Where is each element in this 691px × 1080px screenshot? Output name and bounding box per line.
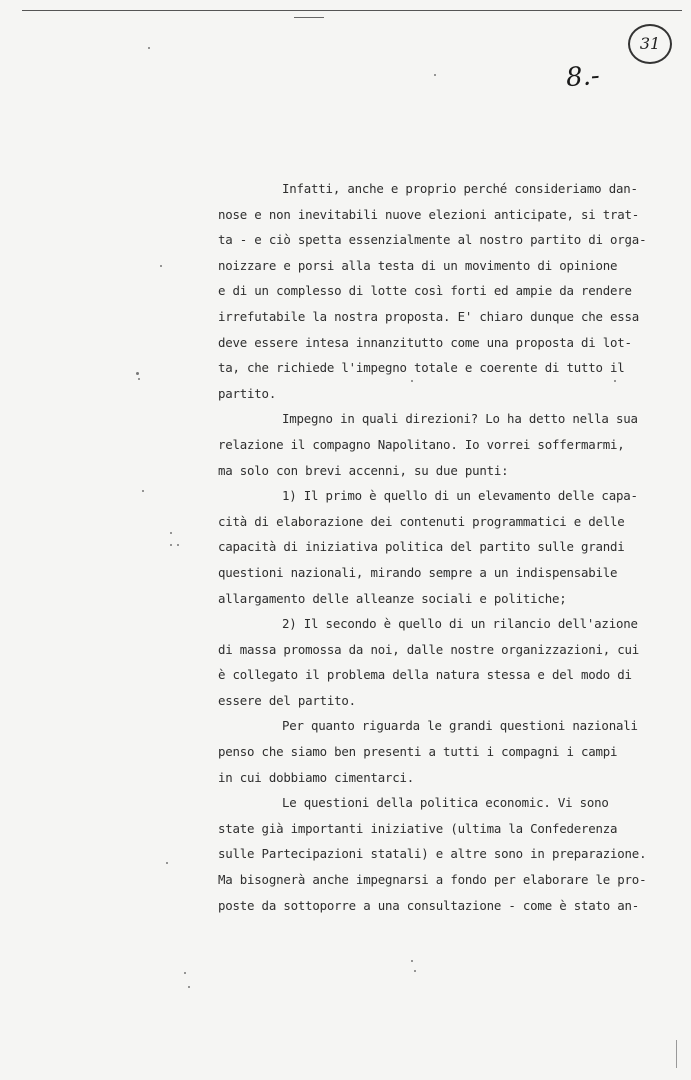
text-line: nose e non inevitabili nuove elezioni anticipate, si trat- xyxy=(218,206,640,222)
scan-speck xyxy=(160,265,162,267)
text-line: Infatti, anche e proprio perché consideriamo dan- xyxy=(282,181,638,196)
scan-speck xyxy=(138,378,140,380)
text-line: relazione il compagno Napolitano. Io vorrei soffermarmi, xyxy=(218,436,625,452)
text-line: allargamento delle alleanze sociali e politiche; xyxy=(218,590,567,606)
text-line: sulle Partecipazioni statali) e altre sono in preparazione. xyxy=(218,846,647,862)
scan-speck xyxy=(166,862,168,864)
top-rule xyxy=(22,10,682,11)
scan-speck xyxy=(184,972,186,974)
scan-speck xyxy=(188,986,190,988)
text-line: 2) Il secondo è quello di un rilancio dell'azione xyxy=(282,616,638,632)
text-line: capacità di iniziativa politica del partito sulle grandi xyxy=(218,539,625,555)
text-line: questioni nazionali, mirando sempre a un indispensabile xyxy=(218,564,618,580)
text-line: di massa promossa da noi, dalle nostre organizzazioni, cui xyxy=(218,641,640,657)
scan-speck xyxy=(411,380,413,382)
scan-speck xyxy=(411,960,413,962)
text-line: noizzare e porsi alla testa di un movimento di opinione xyxy=(218,257,618,273)
typed-text-block xyxy=(218,176,658,918)
text-line: 1) Il primo è quello di un elevamento delle capa- xyxy=(282,488,638,504)
text-line: Impegno in quali direzioni? Lo ha detto nella sua xyxy=(282,411,638,427)
text-line: Per quanto riguarda le grandi questioni nazionali xyxy=(282,718,638,734)
text-line: irrefutabile la nostra proposta. E' chiaro dunque che essa xyxy=(218,308,640,324)
scan-speck xyxy=(177,544,179,546)
text-line: ta - e ciò spetta essenzialmente al nostro partito di orga- xyxy=(218,232,647,248)
text-line: e di un complesso di lotte così forti ed ampie da rendere xyxy=(218,283,632,299)
scan-speck xyxy=(170,532,172,534)
text-line: Ma bisognerà anche impegnarsi a fondo per elaborare le pro- xyxy=(218,872,647,888)
scan-speck xyxy=(614,380,616,382)
text-line: in cui dobbiamo cimentarci. xyxy=(218,769,415,785)
top-dash xyxy=(294,17,324,18)
scan-speck xyxy=(136,372,139,375)
scan-speck xyxy=(170,544,172,546)
text-line: cità di elaborazione dei contenuti programmatici e delle xyxy=(218,513,625,529)
scan-speck xyxy=(414,970,416,972)
archive-stamp: 31 xyxy=(628,24,672,64)
text-line: essere del partito. xyxy=(218,692,356,708)
text-line: Le questioni della politica economic. Vi sono xyxy=(282,795,609,811)
text-line: poste da sottoporre a una consultazione - come è stato an- xyxy=(218,897,640,913)
scan-speck xyxy=(434,74,436,76)
scan-speck xyxy=(148,47,150,49)
text-line: penso che siamo ben presenti a tutti i compagni i campi xyxy=(218,744,618,760)
text-line: ta, che richiede l'impegno totale e coerente di tutto il xyxy=(218,360,625,376)
scan-edge-mark xyxy=(676,1040,677,1068)
text-line: ma solo con brevi accenni, su due punti: xyxy=(218,462,509,478)
text-line: state già importanti iniziative (ultima la Confederenza xyxy=(218,820,618,836)
text-line: è collegato il problema della natura stessa e del modo di xyxy=(218,667,632,683)
text-line: deve essere intesa innanzitutto come una proposta di lot- xyxy=(218,334,632,350)
scan-speck xyxy=(142,490,144,492)
page-number: 8.- xyxy=(564,60,601,94)
text-line: partito. xyxy=(218,385,277,401)
